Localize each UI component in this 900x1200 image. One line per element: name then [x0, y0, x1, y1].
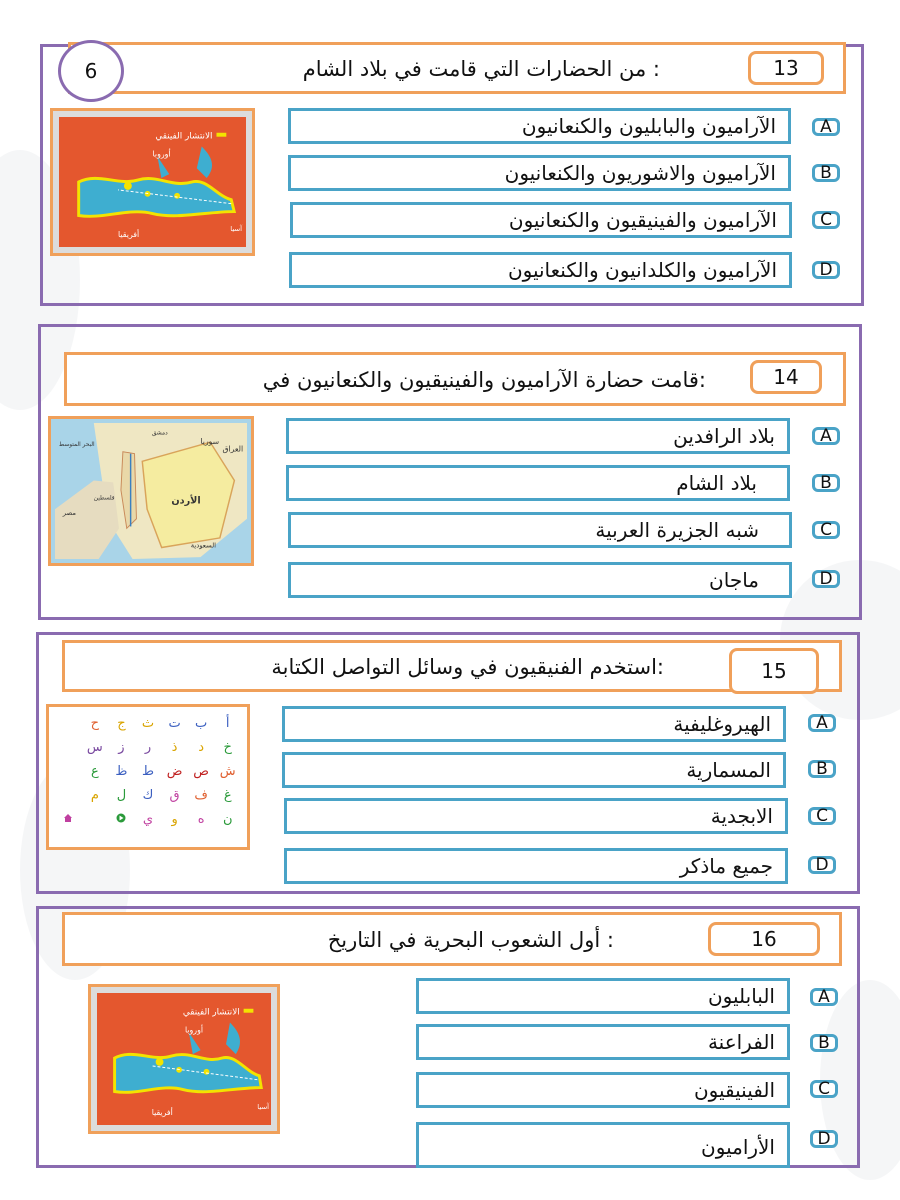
map-label-africa: أفريقيا [151, 1108, 173, 1118]
alphabet-letter: س [86, 740, 103, 755]
question-number-14: 14 [750, 360, 822, 394]
option-16-d[interactable]: الأراميون [416, 1122, 790, 1168]
option-letter-14-a[interactable]: A [812, 427, 840, 445]
map-label-damascus: دمشق [151, 430, 168, 437]
option-16-a[interactable]: البابليون [416, 978, 790, 1014]
map-title: الانتشار الفينقي [182, 1007, 240, 1018]
map-label-europe: أوروبا [184, 1025, 204, 1035]
page-number-badge [58, 40, 124, 102]
jordan-region-map-image [48, 416, 254, 566]
option-14-b[interactable]: بلاد الشام [286, 465, 790, 501]
alphabet-letter: ل [116, 788, 127, 803]
map-label-saudi: السعودية [190, 541, 217, 550]
alphabet-grid [55, 715, 241, 829]
option-15-c[interactable]: الابجدية [284, 798, 788, 834]
alphabet-letter: ق [169, 788, 180, 803]
option-letter-15-d[interactable]: D [808, 856, 836, 874]
option-15-d[interactable]: جميع ماذكر [284, 848, 788, 884]
home-icon [55, 811, 82, 829]
option-13-c[interactable]: الآراميون والفينيقيون والكنعانيون [290, 202, 792, 238]
alphabet-letter: ز [118, 740, 125, 755]
option-letter-13-c[interactable]: C [812, 211, 840, 229]
map-label-africa: أفريقيا [118, 230, 140, 240]
option-13-d[interactable]: الآراميون والكلدانيون والكنعانيون [289, 252, 792, 288]
alphabet-letter: ص [193, 764, 209, 779]
question-text-15: :استخدم الفنيقيون في وسائل التواصل الكتابة [271, 655, 664, 679]
question-number-13: 13 [748, 51, 824, 85]
alphabet-letter: ر [144, 740, 152, 755]
alphabet-letter: ك [142, 788, 154, 803]
alphabet-letter: ظ [115, 764, 128, 779]
alphabet-letter: ب [195, 716, 208, 731]
legend-swatch [244, 1009, 254, 1013]
question-number-15: 15 [729, 648, 819, 694]
page-number: 6 [84, 59, 98, 83]
option-letter-15-b[interactable]: B [808, 760, 836, 778]
phoenician-expansion-map-image [50, 108, 255, 256]
arabic-alphabet-chart [46, 704, 250, 850]
option-14-a[interactable]: بلاد الرافدين [286, 418, 790, 454]
option-letter-13-d[interactable]: D [812, 261, 840, 279]
option-letter-14-d[interactable]: D [812, 570, 840, 588]
option-13-b[interactable]: الآراميون والاشوريون والكنعانيون [288, 155, 791, 191]
option-letter-13-b[interactable]: B [812, 164, 840, 182]
option-letter-16-a[interactable]: A [810, 988, 838, 1006]
alphabet-letter: ض [166, 764, 183, 779]
option-letter-15-c[interactable]: C [808, 807, 836, 825]
option-letter-16-b[interactable]: B [810, 1034, 838, 1052]
option-16-b[interactable]: الفراعنة [416, 1024, 790, 1060]
option-15-b[interactable]: المسمارية [282, 752, 786, 788]
alphabet-letter: ش [219, 764, 236, 779]
option-letter-13-a[interactable]: A [812, 118, 840, 136]
empty-cell [55, 763, 82, 781]
map-label-jordan: الأردن [171, 495, 201, 507]
map-label-palestine: فلسطين [93, 495, 115, 502]
map-label-asia: آسيا [257, 1103, 270, 1112]
map-label-sea: البحر المتوسط [58, 442, 95, 448]
empty-cell [55, 715, 82, 733]
map-label-iraq: العراق [222, 444, 244, 454]
option-letter-16-d[interactable]: D [810, 1130, 838, 1148]
empty-cell [55, 787, 82, 805]
alphabet-letter: ح [90, 716, 100, 731]
question-text-13: : من الحضارات التي قامت في بلاد الشام [302, 57, 660, 81]
mediterranean-map [97, 993, 271, 1125]
option-letter-14-c[interactable]: C [812, 521, 840, 539]
alphabet-letter: م [90, 788, 99, 803]
option-letter-14-b[interactable]: B [812, 474, 840, 492]
option-14-c[interactable]: شبه الجزيرة العربية [288, 512, 792, 548]
map-label-asia: آسيا [230, 225, 243, 234]
option-15-a[interactable]: الهيروغليفية [282, 706, 786, 742]
alphabet-letter: أ [225, 716, 230, 731]
alphabet-letter: د [198, 740, 205, 755]
map-title: الانتشار الفينقي [155, 131, 213, 142]
alphabet-letter: ع [90, 764, 99, 779]
empty-cell [55, 739, 82, 757]
map-label-egypt: مصر [62, 508, 77, 517]
mediterranean-map [59, 117, 246, 247]
alphabet-letter: ث [141, 716, 155, 731]
question-text-14: :قامت حضارة الآراميون والفينيقيون والكنعانيون في [262, 368, 706, 392]
empty-cell [82, 811, 109, 829]
legend-swatch [216, 133, 226, 137]
option-letter-15-a[interactable]: A [808, 714, 836, 732]
levant-map [55, 423, 247, 559]
play-icon [108, 811, 135, 829]
alphabet-letter: خ [223, 740, 232, 755]
option-letter-16-c[interactable]: C [810, 1080, 838, 1098]
question-number-16: 16 [708, 922, 820, 956]
alphabet-letter: ط [141, 764, 155, 779]
option-14-d[interactable]: ماجان [288, 562, 792, 598]
alphabet-letter: ه [197, 812, 205, 827]
phoenician-expansion-map-image [88, 984, 280, 1134]
alphabet-letter: غ [223, 788, 232, 803]
map-label-syria: سوريا [200, 437, 220, 447]
alphabet-letter: و [171, 812, 178, 827]
alphabet-letter: ن [222, 812, 233, 827]
question-text-16: : أول الشعوب البحرية في التاريخ [327, 928, 614, 952]
option-16-c[interactable]: الفينيقيون [416, 1072, 790, 1108]
alphabet-letter: ف [194, 788, 208, 803]
map-label-europe: أوروبا [152, 149, 171, 159]
alphabet-letter: ت [168, 716, 181, 731]
alphabet-letter: ج [117, 716, 126, 731]
option-13-a[interactable]: الآراميون والبابليون والكنعانيون [288, 108, 791, 144]
alphabet-letter: ذ [171, 740, 178, 755]
alphabet-letter: ي [142, 812, 154, 827]
